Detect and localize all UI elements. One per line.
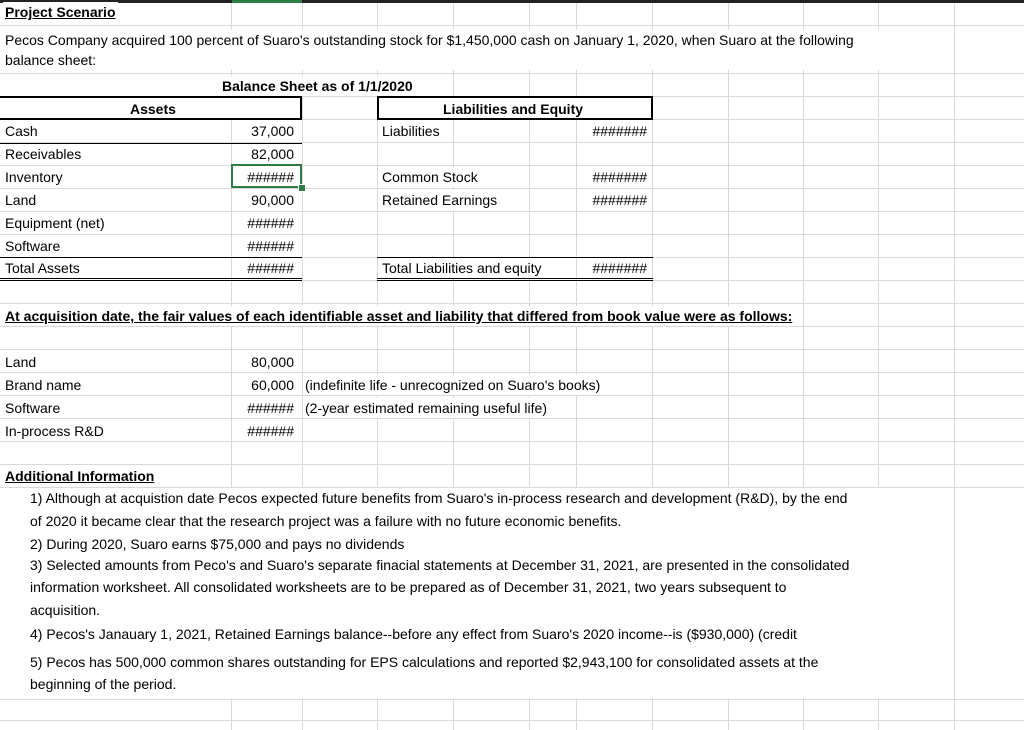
total-liabilities-value[interactable]: #######: [577, 258, 649, 278]
liabilities-header: Liabilities and Equity: [443, 101, 584, 117]
asset-label[interactable]: Cash: [5, 123, 38, 139]
info-line: 4) Pecos's Janauary 1, 2021, Retained Earnings balance--before any effect from Suaro's 2020 income--is ($930,000) (credit: [30, 626, 797, 642]
asset-value[interactable]: ######: [232, 213, 296, 233]
fv-value[interactable]: 60,000: [232, 375, 296, 395]
equity-value[interactable]: #######: [577, 190, 649, 210]
total-assets-value[interactable]: ######: [232, 258, 296, 278]
info-line: beginning of the period.: [30, 676, 177, 692]
intro-line-2: balance sheet:: [5, 52, 97, 68]
info-line: 3) Selected amounts from Peco's and Suaro's separate finacial statements at December 31, 2021, are presented in the consolidated: [30, 557, 850, 573]
equity-value[interactable]: #######: [577, 167, 649, 187]
info-line: of 2020 it became clear that the research project was a failure with no future economic benefits.: [30, 513, 622, 529]
info-line: 2) During 2020, Suaro earns $75,000 and pays no dividends: [30, 536, 405, 552]
asset-value[interactable]: 82,000: [232, 144, 296, 164]
fv-value[interactable]: ######: [232, 398, 296, 418]
fv-value[interactable]: ######: [232, 421, 296, 441]
asset-value-selected[interactable]: ######: [233, 167, 296, 187]
additional-info-block[interactable]: [28, 488, 954, 698]
total-top-border: [0, 257, 302, 258]
liability-label[interactable]: Liabilities: [382, 123, 440, 139]
info-line: 5) Pecos has 500,000 common shares outstanding for EPS calculations and reported $2,943,100 for consolidated assets at the: [30, 654, 819, 670]
total-assets-label[interactable]: Total Assets: [5, 260, 80, 276]
info-line: acquisition.: [30, 602, 101, 618]
total-double-border: [0, 278, 302, 281]
fv-label[interactable]: Brand name: [5, 377, 82, 393]
active-cell-selection[interactable]: [231, 164, 302, 188]
selected-column-indicator: [232, 0, 302, 3]
intro-text[interactable]: [3, 30, 953, 70]
header-bar: [0, 0, 1024, 3]
liability-value[interactable]: #######: [577, 121, 649, 141]
asset-value[interactable]: ######: [232, 236, 296, 256]
fv-value[interactable]: 80,000: [232, 352, 296, 372]
liabilities-header-cell[interactable]: [377, 96, 653, 120]
assets-header: Assets: [130, 101, 176, 117]
fv-note[interactable]: (indefinite life - unrecognized on Suaro's books): [305, 377, 601, 393]
fv-note[interactable]: (2-year estimated remaining useful life): [305, 400, 547, 416]
fv-label[interactable]: Software: [5, 400, 61, 416]
asset-label[interactable]: Receivables: [5, 146, 82, 162]
fair-value-heading[interactable]: At acquisition date, the fair values of each identifiable asset and liability that differed from book value were as follows:: [5, 308, 793, 324]
asset-label[interactable]: Equipment (net): [5, 215, 105, 231]
fv-label[interactable]: In-process R&D: [5, 423, 104, 439]
asset-value[interactable]: 37,000: [232, 121, 296, 141]
info-line: 1) Although at acquistion date Pecos expected future benefits from Suaro's in-process research and development (R&D), by the end: [30, 490, 848, 506]
equity-label[interactable]: Retained Earnings: [382, 192, 498, 208]
project-title[interactable]: Project Scenario: [5, 4, 116, 20]
balance-sheet-title[interactable]: Balance Sheet as of 1/1/2020: [222, 78, 413, 94]
fill-handle[interactable]: [298, 184, 306, 192]
asset-label[interactable]: Inventory: [5, 169, 63, 185]
asset-value[interactable]: 90,000: [232, 190, 296, 210]
additional-info-heading[interactable]: Additional Information: [5, 468, 155, 484]
equity-label[interactable]: Common Stock: [382, 169, 478, 185]
underline: [0, 143, 302, 144]
liab-total-double-border: [377, 278, 653, 281]
intro-line-1: Pecos Company acquired 100 percent of Suaro's outstanding stock for $1,450,000 cash on January 1, 2020, when Suaro at the following: [5, 32, 854, 48]
asset-label[interactable]: Land: [5, 192, 37, 208]
asset-label[interactable]: Software: [5, 238, 61, 254]
total-liabilities-label[interactable]: Total Liabilities and equity: [382, 260, 542, 276]
info-line: information worksheet. All consolidated worksheets are to be prepared as of December 31, 2021, two years subsequent to: [30, 579, 787, 595]
assets-header-cell[interactable]: [0, 96, 302, 120]
fv-label[interactable]: Land: [5, 354, 37, 370]
